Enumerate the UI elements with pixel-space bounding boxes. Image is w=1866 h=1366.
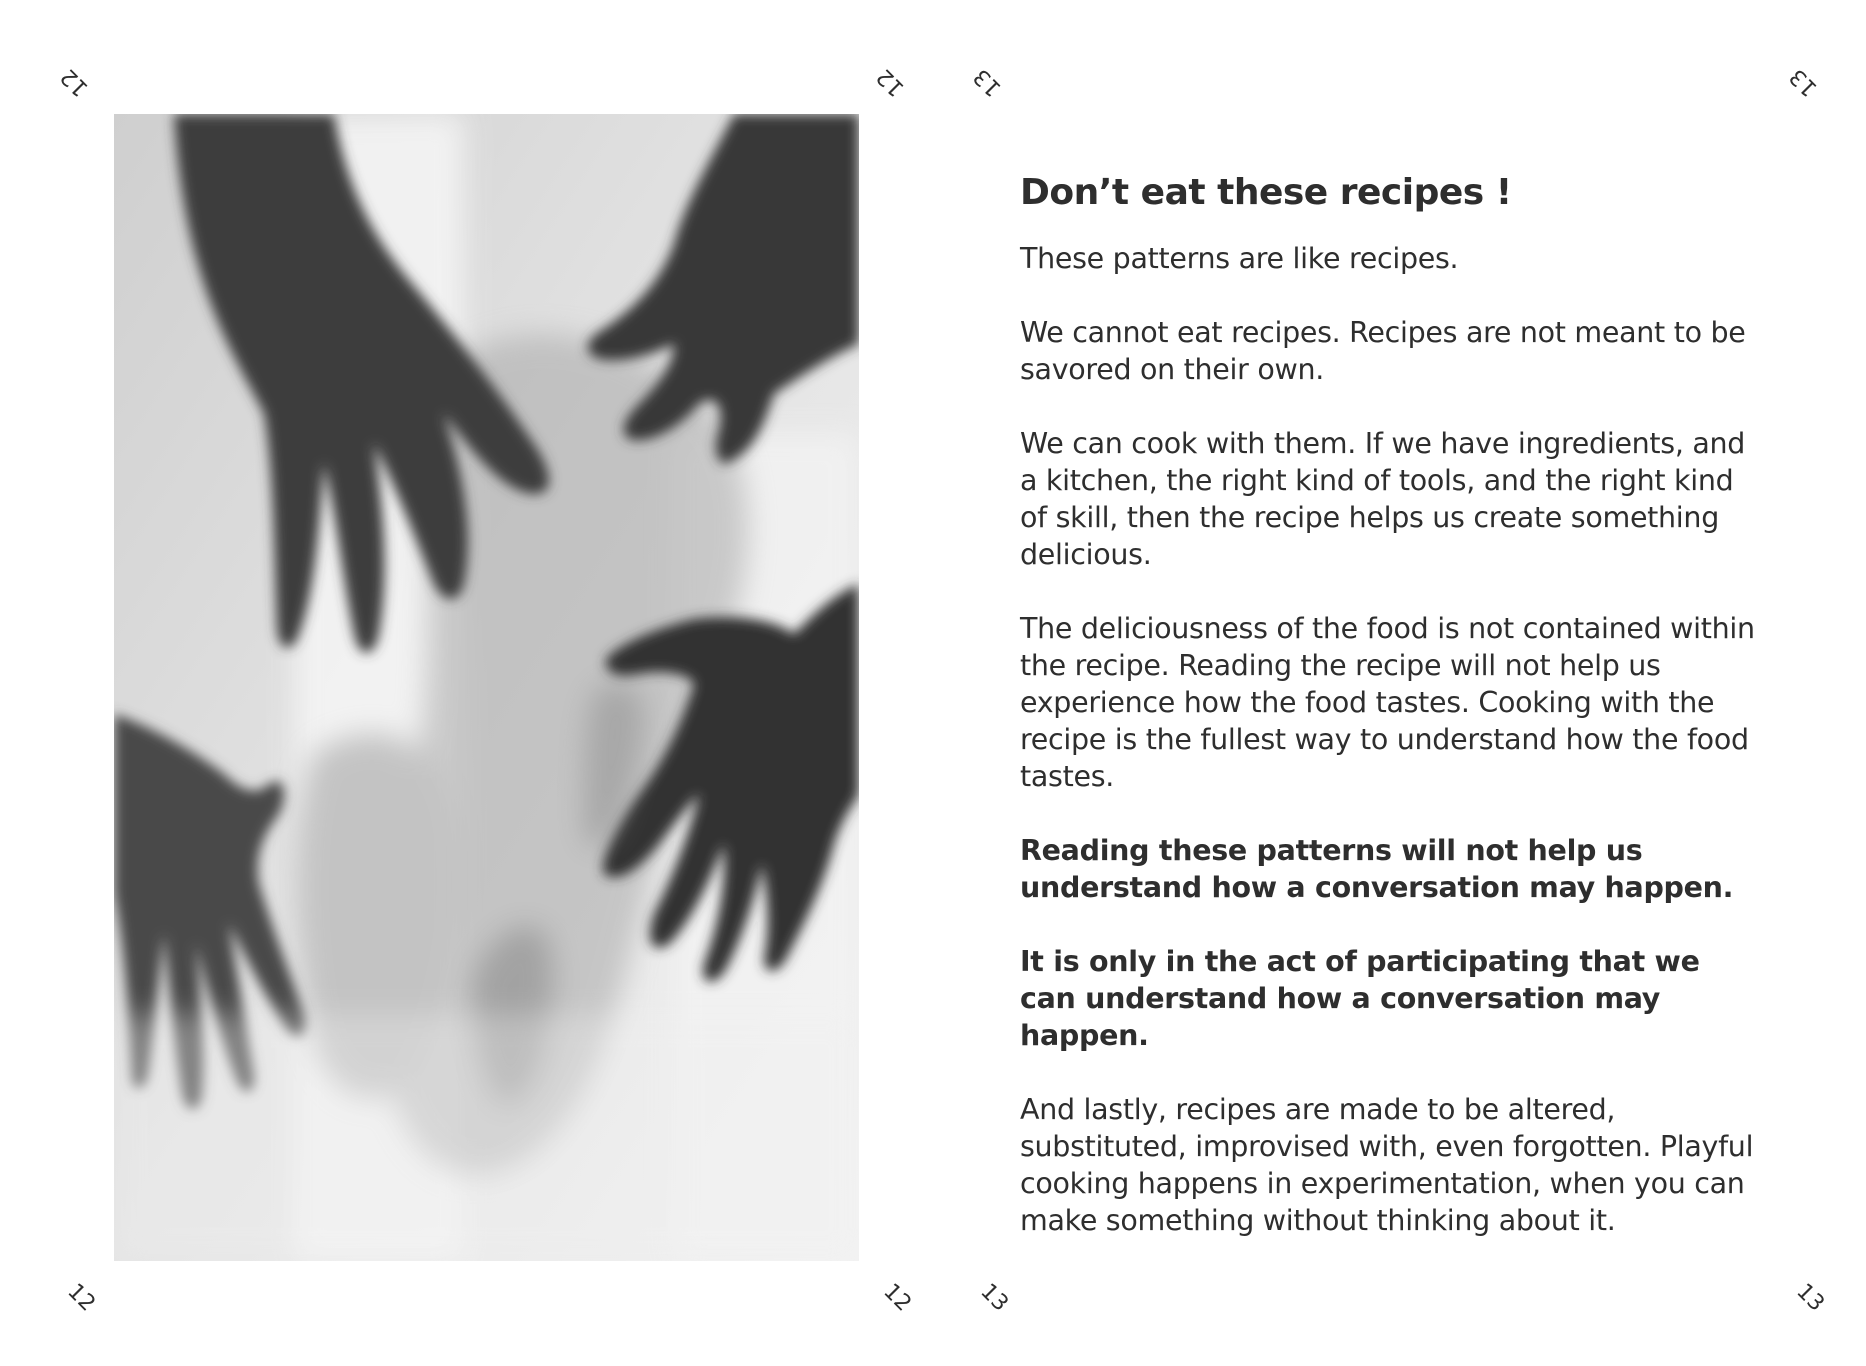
page-number-top-right: 12 [872, 63, 910, 101]
page-number-top-left: 13 [969, 63, 1007, 101]
paragraph: These patterns are like recipes. [1020, 242, 1459, 275]
hands-icon [114, 114, 859, 1261]
page-number-bottom-right: 13 [1791, 1279, 1829, 1317]
paragraph: The deliciousness of the food is not contained within the recipe. Reading the recipe will not help us experience how the food tastes. Cooking with the recipe is the fullest way to understand how the food tastes. [1020, 612, 1755, 793]
paragraph: We can cook with them. If we have ingredients, and a kitchen, the right kind of tools, and the right kind of skill, then the recipe helps us create something delicious. [1020, 427, 1746, 571]
paragraph-bold: Reading these patterns will not help us understand how a conversation may happen. [1020, 834, 1734, 904]
page-number-top-right: 13 [1785, 63, 1823, 101]
page-number-top-left: 12 [56, 63, 94, 101]
page-number-bottom-left: 13 [975, 1279, 1013, 1317]
paragraph: And lastly, recipes are made to be altered, substituted, improvised with, even forgotten. Playful cooking happens in experimentation, when you can make something without thinking about it. [1020, 1093, 1754, 1237]
paragraph-bold: It is only in the act of participating that we can understand how a conversation may happen. [1020, 945, 1700, 1052]
paragraph: We cannot eat recipes. Recipes are not meant to be savored on their own. [1020, 316, 1746, 386]
article-text [1020, 168, 1760, 1276]
article-heading: Don’t eat these recipes ! [1020, 172, 1512, 213]
page-number-bottom-left: 12 [62, 1279, 100, 1317]
hands-photo [114, 114, 859, 1261]
page-number-bottom-right: 12 [878, 1279, 916, 1317]
